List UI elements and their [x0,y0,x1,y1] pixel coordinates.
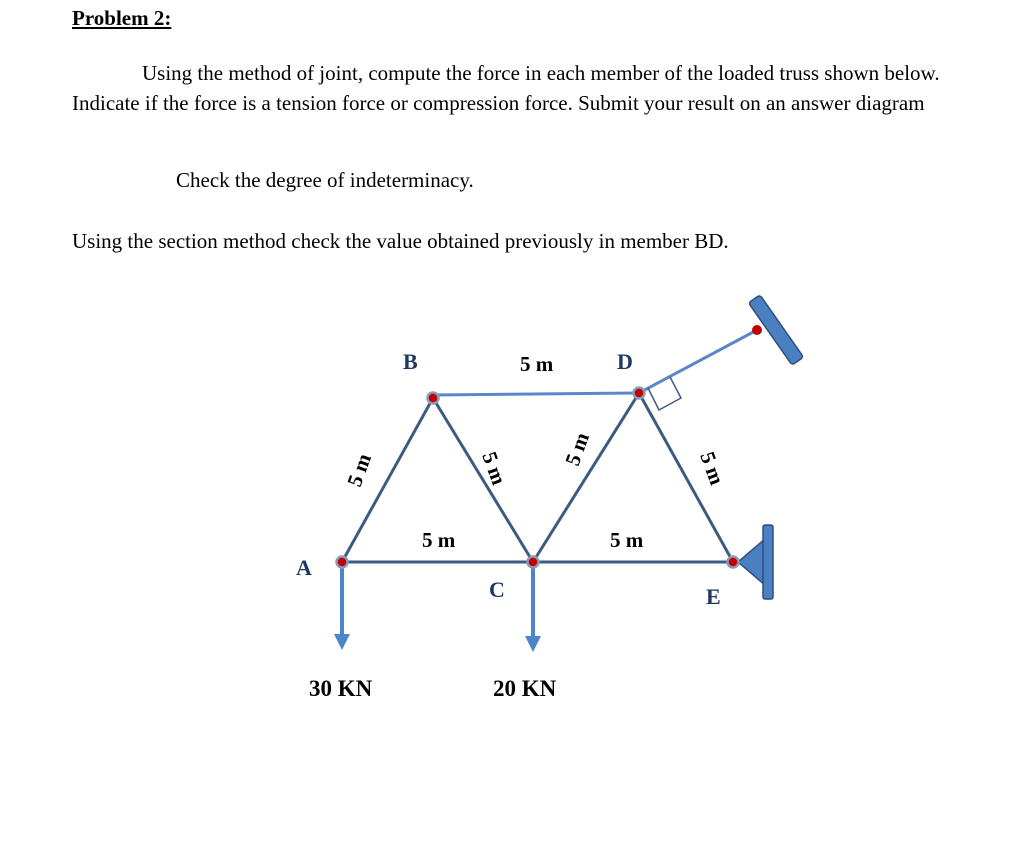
dim-label-bc: 5 m [477,448,512,488]
dim-label-ce: 5 m [610,528,644,552]
joint-c [528,557,539,568]
load-arrow-c [525,564,541,652]
member-bd [433,393,639,395]
support-pin-icon [752,325,762,335]
dim-label-ac: 5 m [422,528,456,552]
pin-support-e [738,525,773,599]
section-method-instruction: Using the section method check the value obtained previously in member BD. [72,229,729,253]
node-label-d: D [617,349,633,374]
node-label-e: E [706,584,721,609]
link-d-support [639,330,757,393]
roller-support-plate [748,295,803,365]
load-label-a: 30 KN [309,676,373,701]
dim-label-ab: 5 m [342,450,377,490]
joint-d [634,388,645,399]
node-label-c: C [489,577,505,602]
dim-label-de: 5 m [695,448,730,488]
problem-instructions: Using the method of joint, compute the force in each member of the loaded truss shown below. Indicate if the force is a tension force or compression force. Submit your result on an answer diagram [72,61,940,115]
right-angle-marker [648,377,681,410]
load-label-c: 20 KN [493,676,557,701]
node-label-b: B [403,349,418,374]
dim-label-bd: 5 m [520,352,554,376]
node-label-a: A [296,555,312,580]
joint-e [728,557,739,568]
joint-b [428,393,439,404]
indeterminacy-instruction: Check the degree of indeterminacy. [176,168,474,192]
dim-label-cd: 5 m [560,429,595,469]
problem-title: Problem 2: [72,6,172,30]
joint-a [337,557,348,568]
load-arrow-a [334,564,350,650]
